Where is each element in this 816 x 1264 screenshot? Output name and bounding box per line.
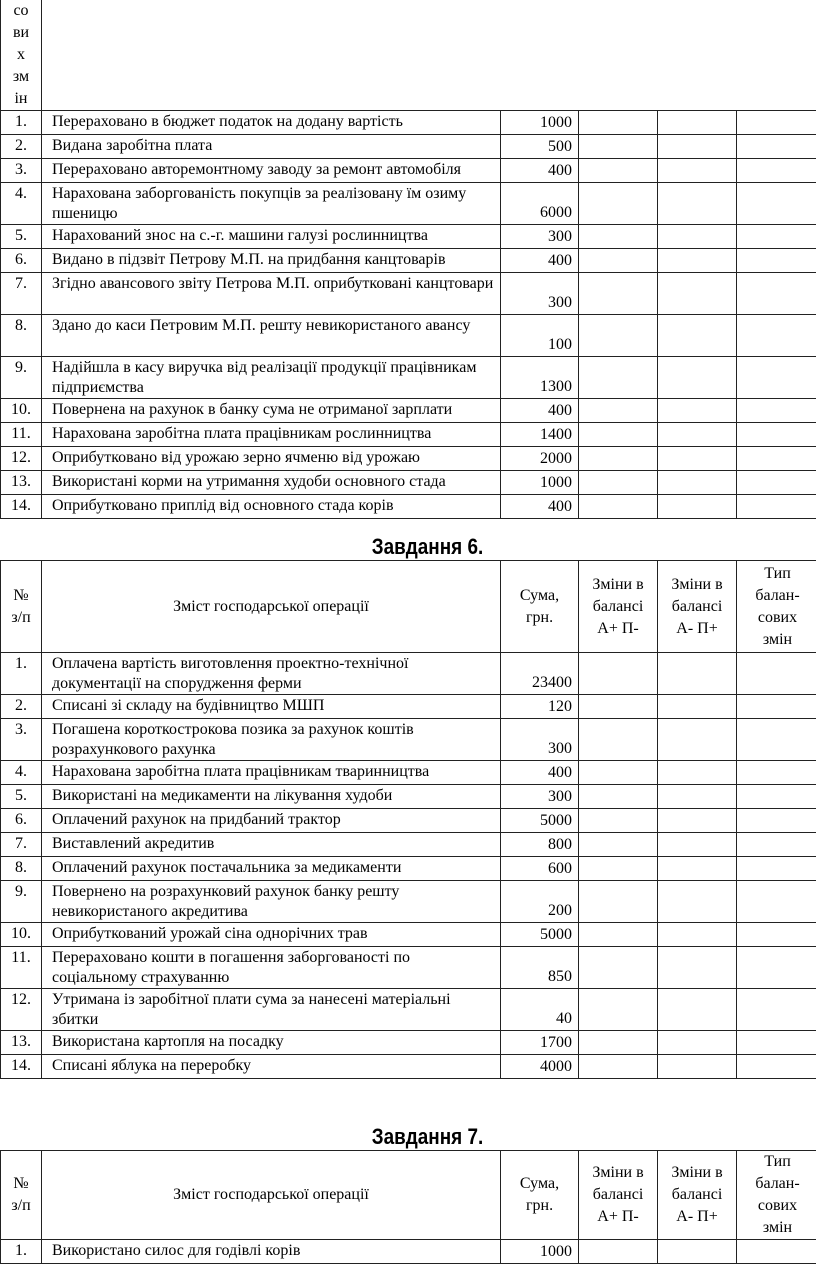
operation-sum: 1400 <box>501 423 579 447</box>
row-number: 11. <box>1 947 42 989</box>
header-line: балансі <box>671 1186 723 1203</box>
table-row <box>1 1240 816 1264</box>
operation-text: Видано в підзвіт Петрову М.П. на придбання канцтоварів <box>42 249 501 273</box>
row-number: 3. <box>1 719 42 761</box>
header-content: Зміст господарської операції <box>42 1151 501 1240</box>
table-row <box>1 653 816 695</box>
operation-sum: 800 <box>501 833 579 857</box>
balance-change-type-cell[interactable] <box>737 225 816 249</box>
task6-header-row <box>1 561 816 653</box>
header-sum-line: Сума, <box>519 586 560 604</box>
row-number: 8. <box>1 315 42 357</box>
row-number: 6. <box>1 809 42 833</box>
table-row <box>1 761 816 785</box>
change-a-plus-cell[interactable] <box>579 653 658 695</box>
operation-text: Нарахований знос на с.-г. машини галузі рослинництва <box>42 225 501 249</box>
balance-change-type-cell[interactable] <box>737 761 816 785</box>
operation-text: Використано силос для годівлі корів <box>42 1240 501 1264</box>
operation-sum: 300 <box>501 719 579 761</box>
header-line: Тип <box>764 1153 791 1170</box>
header-fragment-line: со <box>13 2 29 19</box>
header-number-label: з/п <box>11 608 31 626</box>
change-a-minus-cell[interactable] <box>658 653 737 695</box>
balance-change-type-cell[interactable] <box>737 159 816 183</box>
change-a-minus-cell[interactable] <box>658 833 737 857</box>
table-row <box>1 315 816 357</box>
row-number: 12. <box>1 989 42 1031</box>
balance-change-type-cell[interactable] <box>737 423 816 447</box>
table-row <box>1 357 816 399</box>
operation-text: Списані зі складу на будівництво МШП <box>42 695 501 719</box>
table-row <box>1 447 816 471</box>
operation-sum: 400 <box>501 159 579 183</box>
table-row <box>1 249 816 273</box>
operation-sum: 600 <box>501 857 579 881</box>
balance-change-type-cell[interactable] <box>737 1031 816 1055</box>
table-row <box>1 111 816 135</box>
operation-sum: 6000 <box>501 183 579 225</box>
balance-change-type-cell[interactable] <box>737 315 816 357</box>
change-a-plus-cell[interactable] <box>579 159 658 183</box>
change-a-minus-cell[interactable] <box>658 315 737 357</box>
header-line: балансі <box>592 597 644 615</box>
balance-change-type-cell[interactable] <box>737 719 816 761</box>
header-change-a-minus <box>658 1151 737 1240</box>
header-line: сових <box>757 1197 798 1214</box>
row-number: 9. <box>1 357 42 399</box>
balance-change-type-cell[interactable] <box>737 989 816 1031</box>
task5-table <box>0 0 816 519</box>
operation-text: Використана картопля на посадку <box>42 1031 501 1055</box>
balance-change-type-cell[interactable] <box>737 399 816 423</box>
header-content: Зміст господарської операції <box>42 561 501 653</box>
row-number: 2. <box>1 135 42 159</box>
operation-text: Оплачена вартість виготовлення проектно-технічної документації на спорудження ферми <box>42 653 501 695</box>
change-a-plus-cell[interactable] <box>579 785 658 809</box>
header-line: Тип <box>764 564 791 582</box>
table-row <box>1 159 816 183</box>
operation-sum: 300 <box>501 785 579 809</box>
table-row <box>1 471 816 495</box>
change-a-plus-cell[interactable] <box>579 947 658 989</box>
task7-header-row <box>1 1151 816 1240</box>
change-a-plus-cell[interactable] <box>579 225 658 249</box>
header-line: сових <box>757 608 798 626</box>
operation-sum: 120 <box>501 695 579 719</box>
task7-table <box>0 1150 816 1264</box>
row-number: 11. <box>1 423 42 447</box>
table-row <box>1 399 816 423</box>
change-a-plus-cell[interactable] <box>579 761 658 785</box>
balance-change-type-cell[interactable] <box>737 809 816 833</box>
operation-text: Нарахована заробітна плата працівникам тваринництва <box>42 761 501 785</box>
header-type <box>737 1151 816 1240</box>
row-number: 4. <box>1 761 42 785</box>
balance-change-type-cell[interactable] <box>737 135 816 159</box>
change-a-minus-cell[interactable] <box>658 989 737 1031</box>
balance-change-type-cell[interactable] <box>737 471 816 495</box>
table-row <box>1 183 816 225</box>
header-number-label: з/п <box>11 1197 31 1214</box>
change-a-plus-cell[interactable] <box>579 447 658 471</box>
balance-change-type-cell[interactable] <box>737 1240 816 1264</box>
operation-text: Виставлений акредитив <box>42 833 501 857</box>
table-row <box>1 785 816 809</box>
table-row <box>1 857 816 881</box>
header-line: А+ П- <box>597 1208 639 1225</box>
change-a-minus-cell[interactable] <box>658 471 737 495</box>
row-number: 10. <box>1 399 42 423</box>
balance-change-type-cell[interactable] <box>737 495 816 519</box>
header-number-symbol: № <box>13 586 29 604</box>
header-line: Зміни в <box>671 1164 723 1181</box>
operation-sum: 5000 <box>501 809 579 833</box>
operation-text: Оприбуткований урожай сіна однорічних трав <box>42 923 501 947</box>
change-a-plus-cell[interactable] <box>579 183 658 225</box>
table-row <box>1 947 816 989</box>
operation-sum: 1300 <box>501 357 579 399</box>
change-a-plus-cell[interactable] <box>579 695 658 719</box>
operation-sum: 1000 <box>501 111 579 135</box>
balance-change-type-cell[interactable] <box>737 183 816 225</box>
header-line: А- П+ <box>676 619 718 637</box>
header-sum-line: грн. <box>525 1197 554 1214</box>
operation-text: Утримана із заробітної плати сума за нанесені матеріальні збитки <box>42 989 501 1031</box>
change-a-plus-cell[interactable] <box>579 495 658 519</box>
header-line: Зміни в <box>592 1164 644 1181</box>
balance-change-type-cell[interactable] <box>737 273 816 315</box>
blank-area <box>42 0 816 111</box>
change-a-plus-cell[interactable] <box>579 273 658 315</box>
balance-change-type-cell[interactable] <box>737 249 816 273</box>
row-number: 5. <box>1 225 42 249</box>
operation-text: Згідно авансового звіту Петрова М.П. оприбутковані канцтовари <box>42 273 501 315</box>
header-line: Зміни в <box>671 575 723 593</box>
operation-text: Використані на медикаменти на лікування худоби <box>42 785 501 809</box>
operation-sum: 4000 <box>501 1055 579 1079</box>
row-number: 2. <box>1 695 42 719</box>
change-a-minus-cell[interactable] <box>658 785 737 809</box>
operation-sum: 850 <box>501 947 579 989</box>
change-a-minus-cell[interactable] <box>658 159 737 183</box>
operation-text: Нарахована заборгованість покупців за реалізовану їм озиму пшеницю <box>42 183 501 225</box>
change-a-minus-cell[interactable] <box>658 135 737 159</box>
header-fragment-line: ви <box>12 24 30 41</box>
table-row <box>1 719 816 761</box>
change-a-plus-cell[interactable] <box>579 923 658 947</box>
row-number: 10. <box>1 923 42 947</box>
balance-change-type-cell[interactable] <box>737 947 816 989</box>
table-row <box>1 881 816 923</box>
operation-sum: 500 <box>501 135 579 159</box>
table-row <box>1 1031 816 1055</box>
task5-header-fragment-row <box>1 0 816 111</box>
operation-sum: 1000 <box>501 1240 579 1264</box>
header-number-symbol: № <box>13 1175 29 1192</box>
change-a-plus-cell[interactable] <box>579 1240 658 1264</box>
balance-change-type-cell[interactable] <box>737 923 816 947</box>
header-fragment-line: ін <box>14 90 28 107</box>
change-a-plus-cell[interactable] <box>579 315 658 357</box>
row-number: 1. <box>1 111 42 135</box>
row-number: 13. <box>1 1031 42 1055</box>
change-a-minus-cell[interactable] <box>658 399 737 423</box>
table-row <box>1 495 816 519</box>
change-a-plus-cell[interactable] <box>579 1055 658 1079</box>
header-line: змін <box>762 630 793 648</box>
table-row <box>1 923 816 947</box>
change-a-plus-cell[interactable] <box>579 881 658 923</box>
change-a-minus-cell[interactable] <box>658 447 737 471</box>
balance-change-type-cell[interactable] <box>737 653 816 695</box>
operation-sum: 400 <box>501 399 579 423</box>
operation-text: Оприбутковано приплід від основного стада корів <box>42 495 501 519</box>
change-a-minus-cell[interactable] <box>658 357 737 399</box>
change-a-minus-cell[interactable] <box>658 1031 737 1055</box>
header-line: балан- <box>755 1175 800 1192</box>
balance-change-type-cell[interactable] <box>737 833 816 857</box>
table-row <box>1 273 816 315</box>
change-a-minus-cell[interactable] <box>658 273 737 315</box>
operation-sum: 400 <box>501 249 579 273</box>
operation-sum: 300 <box>501 225 579 249</box>
change-a-plus-cell[interactable] <box>579 423 658 447</box>
change-a-minus-cell[interactable] <box>658 947 737 989</box>
change-a-minus-cell[interactable] <box>658 183 737 225</box>
header-fragment-line: зм <box>12 68 30 85</box>
table-row <box>1 833 816 857</box>
operation-sum: 300 <box>501 273 579 315</box>
operation-sum: 40 <box>501 989 579 1031</box>
header-sum-line: Сума, <box>519 1175 560 1192</box>
change-a-minus-cell[interactable] <box>658 761 737 785</box>
table-row <box>1 135 816 159</box>
operation-text: Нарахована заробітна плата працівникам рослинництва <box>42 423 501 447</box>
row-number: 1. <box>1 1240 42 1264</box>
operation-sum: 200 <box>501 881 579 923</box>
operation-text: Погашена короткострокова позика за рахунок коштів розрахункового рахунка <box>42 719 501 761</box>
operation-text: Використані корми на утримання худоби основного стада <box>42 471 501 495</box>
change-a-plus-cell[interactable] <box>579 249 658 273</box>
operation-sum: 400 <box>501 761 579 785</box>
table-row <box>1 1055 816 1079</box>
balance-change-type-cell[interactable] <box>737 881 816 923</box>
change-a-minus-cell[interactable] <box>658 857 737 881</box>
row-number: 9. <box>1 881 42 923</box>
operation-text: Повернена на рахунок в банку сума не отриманої зарплати <box>42 399 501 423</box>
operation-text: Видана заробітна плата <box>42 135 501 159</box>
operation-sum: 2000 <box>501 447 579 471</box>
operation-text: Оприбутковано від урожаю зерно ячменю від урожаю <box>42 447 501 471</box>
header-fragment-cell <box>1 0 42 111</box>
operation-sum: 400 <box>501 495 579 519</box>
operation-text: Перераховано авторемонтному заводу за ремонт автомобіля <box>42 159 501 183</box>
header-change-a-plus <box>579 561 658 653</box>
header-line: балансі <box>671 597 723 615</box>
change-a-minus-cell[interactable] <box>658 809 737 833</box>
header-change-a-minus <box>658 561 737 653</box>
change-a-minus-cell[interactable] <box>658 495 737 519</box>
header-sum <box>501 561 579 653</box>
row-number: 14. <box>1 495 42 519</box>
operation-sum: 23400 <box>501 653 579 695</box>
header-line: змін <box>762 1219 793 1236</box>
balance-change-type-cell[interactable] <box>737 447 816 471</box>
row-number: 6. <box>1 249 42 273</box>
change-a-minus-cell[interactable] <box>658 695 737 719</box>
balance-change-type-cell[interactable] <box>737 357 816 399</box>
row-number: 7. <box>1 833 42 857</box>
operation-sum: 100 <box>501 315 579 357</box>
header-fragment-line: х <box>17 46 25 63</box>
operation-sum: 1700 <box>501 1031 579 1055</box>
row-number: 4. <box>1 183 42 225</box>
operation-text: Надійшла в касу виручка від реалізації продукції працівникам підприємства <box>42 357 501 399</box>
change-a-plus-cell[interactable] <box>579 357 658 399</box>
operation-sum: 5000 <box>501 923 579 947</box>
change-a-minus-cell[interactable] <box>658 1055 737 1079</box>
change-a-plus-cell[interactable] <box>579 809 658 833</box>
row-number: 7. <box>1 273 42 315</box>
header-change-a-plus <box>579 1151 658 1240</box>
operation-text: Оплачений рахунок на придбаний трактор <box>42 809 501 833</box>
header-line: А- П+ <box>676 1208 718 1225</box>
change-a-minus-cell[interactable] <box>658 923 737 947</box>
operation-text: Списані яблука на переробку <box>42 1055 501 1079</box>
change-a-minus-cell[interactable] <box>658 423 737 447</box>
change-a-plus-cell[interactable] <box>579 399 658 423</box>
row-number: 1. <box>1 653 42 695</box>
change-a-plus-cell[interactable] <box>579 719 658 761</box>
change-a-minus-cell[interactable] <box>658 719 737 761</box>
operation-text: Перераховано в бюджет податок на додану вартість <box>42 111 501 135</box>
change-a-minus-cell[interactable] <box>658 1240 737 1264</box>
change-a-minus-cell[interactable] <box>658 111 737 135</box>
table-row <box>1 809 816 833</box>
operation-text: Повернено на розрахунковий рахунок банку решту невикористаного акредитива <box>42 881 501 923</box>
table-row <box>1 225 816 249</box>
row-number: 12. <box>1 447 42 471</box>
change-a-plus-cell[interactable] <box>579 833 658 857</box>
task6-title: Завдання 6. <box>371 534 484 559</box>
change-a-plus-cell[interactable] <box>579 989 658 1031</box>
header-sum <box>501 1151 579 1240</box>
header-line: балан- <box>755 586 800 604</box>
row-number: 13. <box>1 471 42 495</box>
header-type <box>737 561 816 653</box>
header-sum-line: грн. <box>525 608 554 626</box>
operation-text: Перераховано кошти в погашення заборгованості по соціальному страхуванню <box>42 947 501 989</box>
change-a-plus-cell[interactable] <box>579 135 658 159</box>
task7-title: Завдання 7. <box>371 1124 484 1149</box>
balance-change-type-cell[interactable] <box>737 785 816 809</box>
header-line: балансі <box>592 1186 644 1203</box>
header-number <box>1 561 42 653</box>
operation-text: Оплачений рахунок постачальника за медикаменти <box>42 857 501 881</box>
table-row <box>1 695 816 719</box>
row-number: 3. <box>1 159 42 183</box>
row-number: 14. <box>1 1055 42 1079</box>
table-row <box>1 989 816 1031</box>
change-a-minus-cell[interactable] <box>658 249 737 273</box>
balance-change-type-cell[interactable] <box>737 111 816 135</box>
change-a-plus-cell[interactable] <box>579 471 658 495</box>
header-line: Зміни в <box>592 575 644 593</box>
balance-change-type-cell[interactable] <box>737 695 816 719</box>
task6-table <box>0 560 816 1079</box>
operation-sum: 1000 <box>501 471 579 495</box>
header-line: А+ П- <box>597 619 639 637</box>
operation-text: Здано до каси Петровим М.П. решту невикористаного авансу <box>42 315 501 357</box>
change-a-minus-cell[interactable] <box>658 881 737 923</box>
table-row <box>1 423 816 447</box>
row-number: 5. <box>1 785 42 809</box>
change-a-minus-cell[interactable] <box>658 225 737 249</box>
balance-change-type-cell[interactable] <box>737 857 816 881</box>
balance-change-type-cell[interactable] <box>737 1055 816 1079</box>
change-a-plus-cell[interactable] <box>579 111 658 135</box>
header-number <box>1 1151 42 1240</box>
row-number: 8. <box>1 857 42 881</box>
change-a-plus-cell[interactable] <box>579 857 658 881</box>
change-a-plus-cell[interactable] <box>579 1031 658 1055</box>
